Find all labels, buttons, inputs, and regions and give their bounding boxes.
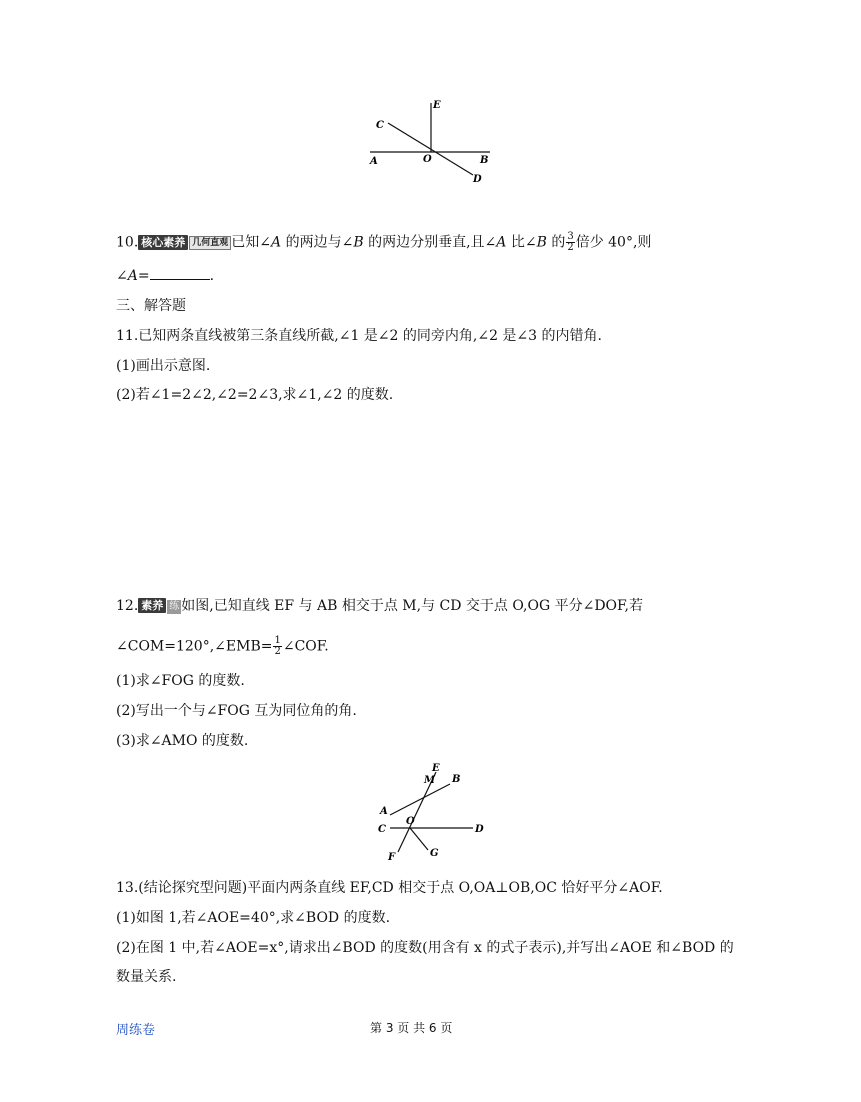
label-e: E xyxy=(433,100,441,111)
practice-tag: 练 xyxy=(169,601,180,612)
q10-var-a: A xyxy=(271,234,282,251)
q12-line2-b: ∠COF. xyxy=(282,638,329,655)
footer-link[interactable]: 周练卷 xyxy=(116,1023,156,1038)
q10-eq: = xyxy=(137,268,150,284)
q12-line2-a: ∠COM=120°,∠EMB= xyxy=(116,638,273,655)
q10-line1 xyxy=(116,232,651,253)
label-d: D xyxy=(473,174,482,185)
q10-text-c: 的两边分别垂直,且∠ xyxy=(363,234,497,251)
label-c: C xyxy=(378,824,386,835)
q10-var-d: B xyxy=(536,234,547,251)
q10-var-b: B xyxy=(353,234,364,251)
figure-mid xyxy=(368,760,493,870)
answer-blank[interactable] xyxy=(150,267,210,280)
label-e: E xyxy=(432,763,440,774)
q12-line2 xyxy=(116,636,329,657)
q10-text-f: 倍少 40°,则 xyxy=(575,234,652,251)
label-b: B xyxy=(480,155,489,166)
q13-part2a: (2)在图 1 中,若∠AOE=x°,请求出∠BOD 的度数(用含有 x 的式子表示),并写出∠AOE 和∠BOD 的 xyxy=(116,940,734,956)
section-heading: 三、解答题 xyxy=(116,298,186,314)
core-literacy-badge: 核心素养 xyxy=(138,235,188,250)
q12-part1: (1)求∠FOG 的度数. xyxy=(116,673,245,689)
ray-og xyxy=(410,828,428,850)
q10-angle-sign: ∠ xyxy=(116,268,128,284)
q10-var-c: A xyxy=(496,234,507,251)
q12-frac-den: 2 xyxy=(274,646,281,657)
label-d: D xyxy=(475,824,484,835)
label-a: A xyxy=(370,156,378,167)
line-ab xyxy=(390,784,450,815)
q12-fraction xyxy=(273,636,281,657)
q10-text-a: 已知∠ xyxy=(231,234,272,251)
q10-text-e: 的 xyxy=(546,234,566,251)
q12-number: 12. xyxy=(116,598,139,614)
label-o: O xyxy=(423,154,432,165)
q11-part2: (2)若∠1=2∠2,∠2=2∠3,求∠1,∠2 的度数. xyxy=(116,387,394,403)
label-c: C xyxy=(376,120,384,131)
label-o: O xyxy=(406,816,415,827)
label-a: A xyxy=(380,806,388,817)
q12-line1 xyxy=(116,597,643,615)
q10-fraction xyxy=(566,232,574,253)
q13-line1: 13.(结论探究型问题)平面内两条直线 EF,CD 相交于点 O,OA⊥OB,OC 恰好平分∠AOF. xyxy=(116,880,663,896)
q12-text: 如图,已知直线 EF 与 AB 相交于点 M,与 CD 交于点 O,OG 平分∠DOF,若 xyxy=(181,598,644,614)
q12-part2: (2)写出一个与∠FOG 互为同位角的角. xyxy=(116,703,357,719)
page-number: 第 3 页 共 6 页 xyxy=(370,1021,453,1035)
q10-frac-num: 3 xyxy=(567,231,574,242)
label-m: M xyxy=(424,775,436,786)
q13-part1: (1)如图 1,若∠AOE=40°,求∠BOD 的度数. xyxy=(116,910,391,926)
q10-text-d: 比∠ xyxy=(506,234,537,251)
q13-part2b: 数量关系. xyxy=(116,969,177,985)
geometry-intuition-tag: 几何直观 xyxy=(189,236,231,250)
q11-text: 11.已知两条直线被第三条直线所截,∠1 是∠2 的同旁内角,∠2 是∠3 的内错角. xyxy=(116,328,602,344)
q12-part3: (3)求∠AMO 的度数. xyxy=(116,733,249,749)
label-f: F xyxy=(388,852,396,863)
q10-line2-var: A xyxy=(127,268,138,284)
q12-frac-num: 1 xyxy=(274,635,281,646)
q10-number: 10. xyxy=(116,234,139,251)
q10-end: . xyxy=(209,268,215,284)
figure-top xyxy=(360,95,500,190)
q10-line2 xyxy=(116,267,214,285)
literacy-badge: 素养 xyxy=(138,598,166,613)
q11-part1: (1)画出示意图. xyxy=(116,358,211,374)
q10-text-b: 的两边与∠ xyxy=(281,234,354,251)
label-b: B xyxy=(452,774,461,785)
q10-frac-den: 2 xyxy=(567,242,574,253)
label-g: G xyxy=(430,848,439,859)
